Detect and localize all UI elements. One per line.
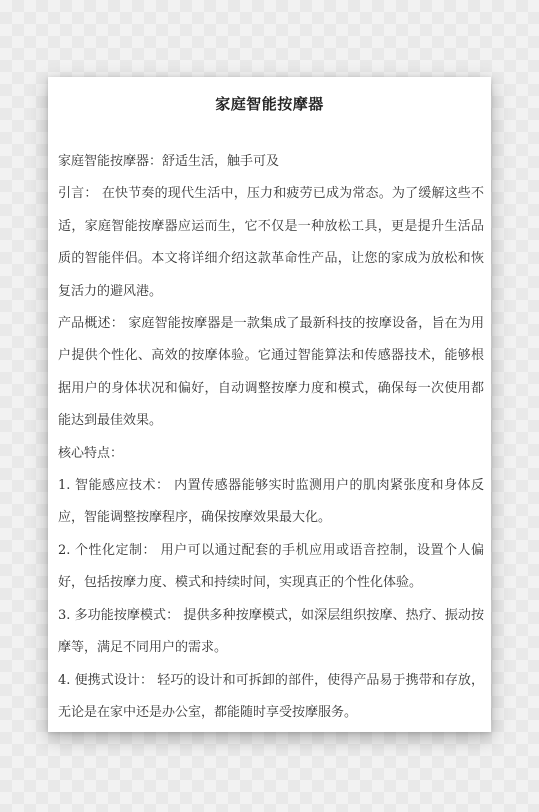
paragraph-subtitle: 家庭智能按摩器：舒适生活，触手可及 (58, 154, 280, 169)
paragraph-features-heading: 核心特点： (58, 445, 124, 461)
document-body (58, 146, 484, 729)
paragraph-feature-1: 1. 智能感应技术： 内置传感器能够实时监测用户的肌肉紧张度和身体反应，智能调整按摩程序，确保按摩效果最大化。 (58, 478, 484, 526)
document-page (48, 77, 491, 732)
paragraph-feature-4: 4. 便携式设计： 轻巧的设计和可拆卸的部件，使得产品易于携带和存放，无论是在家中还是办公室，都能随时享受按摩服务。 (58, 672, 484, 720)
paragraph-feature-3: 3. 多功能按摩模式： 提供多种按摩模式，如深层组织按摩、热疗、振动按摩等，满足不同用户的需求。 (58, 607, 484, 656)
document-title: 家庭智能按摩器 (215, 95, 324, 113)
paragraph-feature-2: 2. 个性化定制： 用户可以通过配套的手机应用或语音控制，设置个人偏好，包括按摩力度、模式和持续时间，实现真正的个性化体验。 (58, 542, 484, 591)
paragraph-introduction: 引言： 在快节奏的现代生活中，压力和疲劳已成为常态。为了缓解这些不适，家庭智能按摩器应运而生，它不仅是一种放松工具，更是提升生活品质的智能伴侣。本文将详细介绍这款革命性产品，让您的家成为放松和恢复活力的避风港。 (58, 186, 484, 299)
paragraph-overview: 产品概述： 家庭智能按摩器是一款集成了最新科技的按摩设备，旨在为用户提供个性化、高效的按摩体验。它通过智能算法和传感器技术，能够根据用户的身体状况和偏好，自动调整按摩力度和模式，确保每一次使用都能达到最佳效果。 (58, 316, 484, 429)
